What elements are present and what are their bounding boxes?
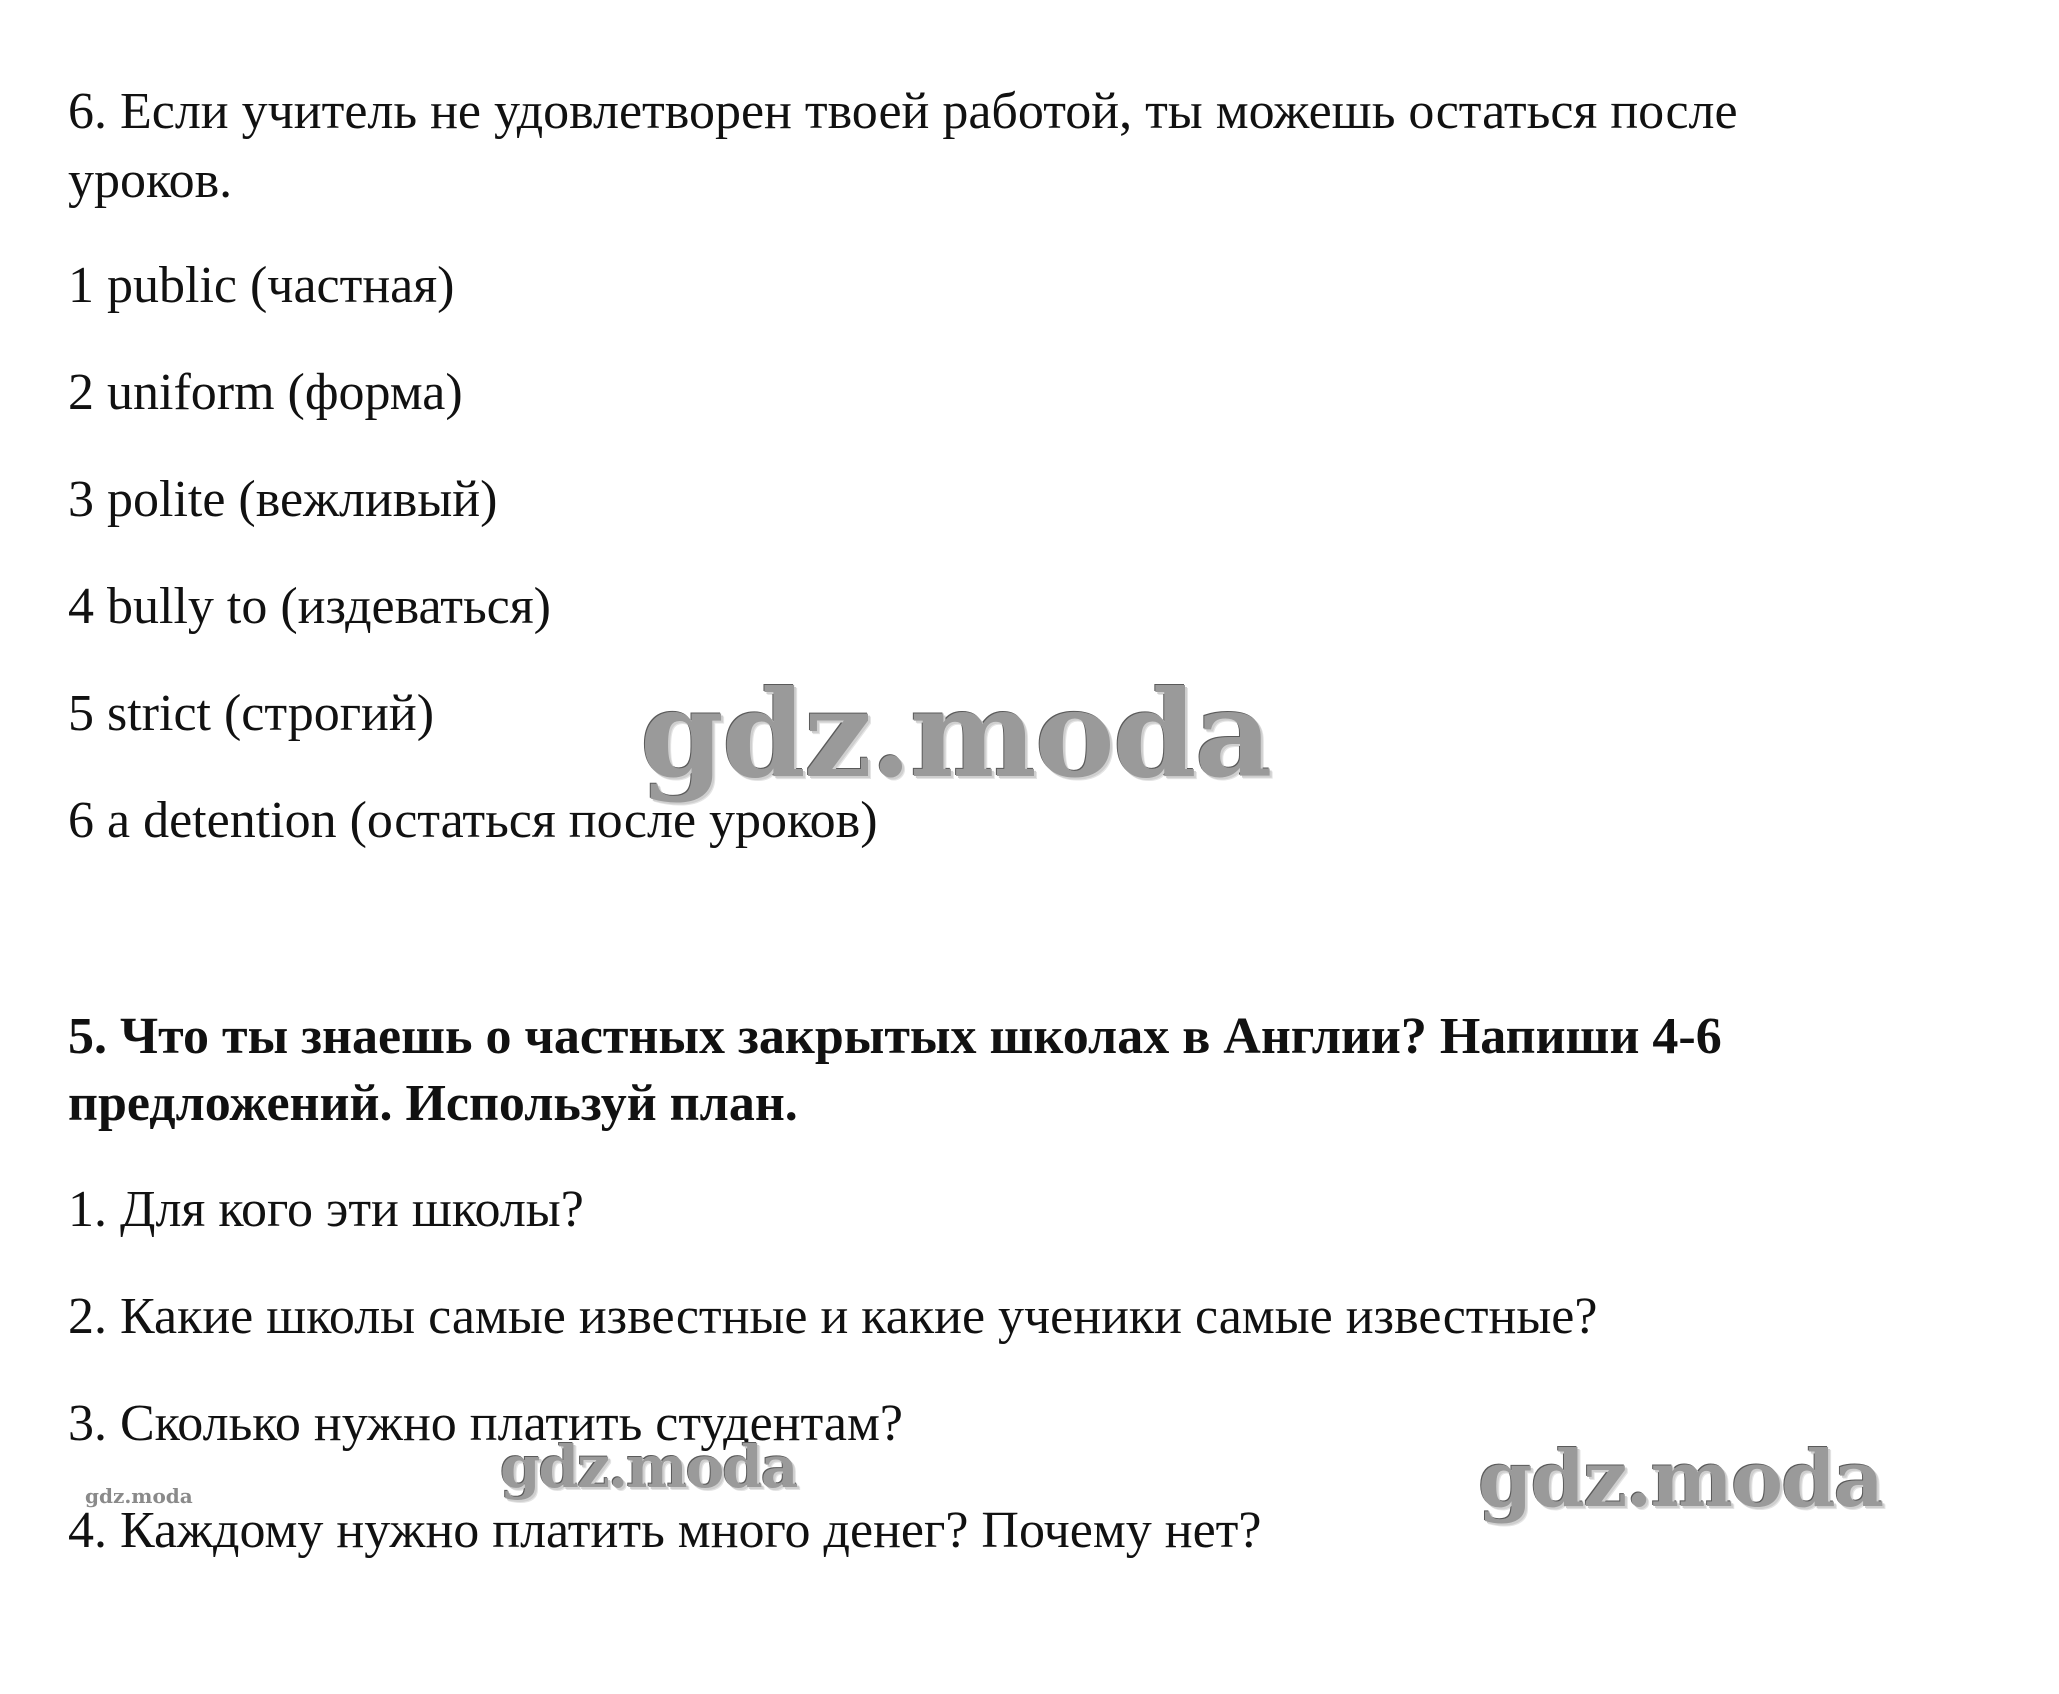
watermark-right: gdz.moda	[1478, 1434, 1883, 1525]
plan-item: 4. Каждому нужно платить много денег? Почему нет?	[68, 1502, 1262, 1559]
vocabulary-item: 6 a detention (остаться после уроков)	[68, 792, 878, 849]
vocabulary-item: 5 strict (строгий)	[68, 685, 435, 742]
watermark-mid: gdz.moda	[500, 1433, 797, 1501]
task5-heading-line-1: 5. Что ты знаешь о частных закрытых школах в Англии? Напиши 4-6	[68, 1008, 1722, 1065]
vocabulary-item: 2 uniform (форма)	[68, 364, 463, 421]
task5-heading-line-2: предложений. Используй план.	[68, 1075, 798, 1132]
watermark-tiny: gdz.moda	[85, 1484, 193, 1508]
vocabulary-item: 3 polite (вежливый)	[68, 471, 498, 528]
plan-item: 3. Сколько нужно платить студентам?	[68, 1395, 903, 1452]
watermark-large: gdz.moda	[640, 664, 1271, 805]
intro-sentence-line-1: 6. Если учитель не удовлетворен твоей работой, ты можешь остаться после	[68, 83, 1738, 140]
plan-item: 2. Какие школы самые известные и какие ученики самые известные?	[68, 1288, 1598, 1345]
vocabulary-item: 1 public (частная)	[68, 257, 455, 314]
plan-item: 1. Для кого эти школы?	[68, 1181, 584, 1238]
vocabulary-item: 4 bully to (издеваться)	[68, 578, 551, 635]
intro-sentence-line-2: уроков.	[68, 152, 233, 209]
